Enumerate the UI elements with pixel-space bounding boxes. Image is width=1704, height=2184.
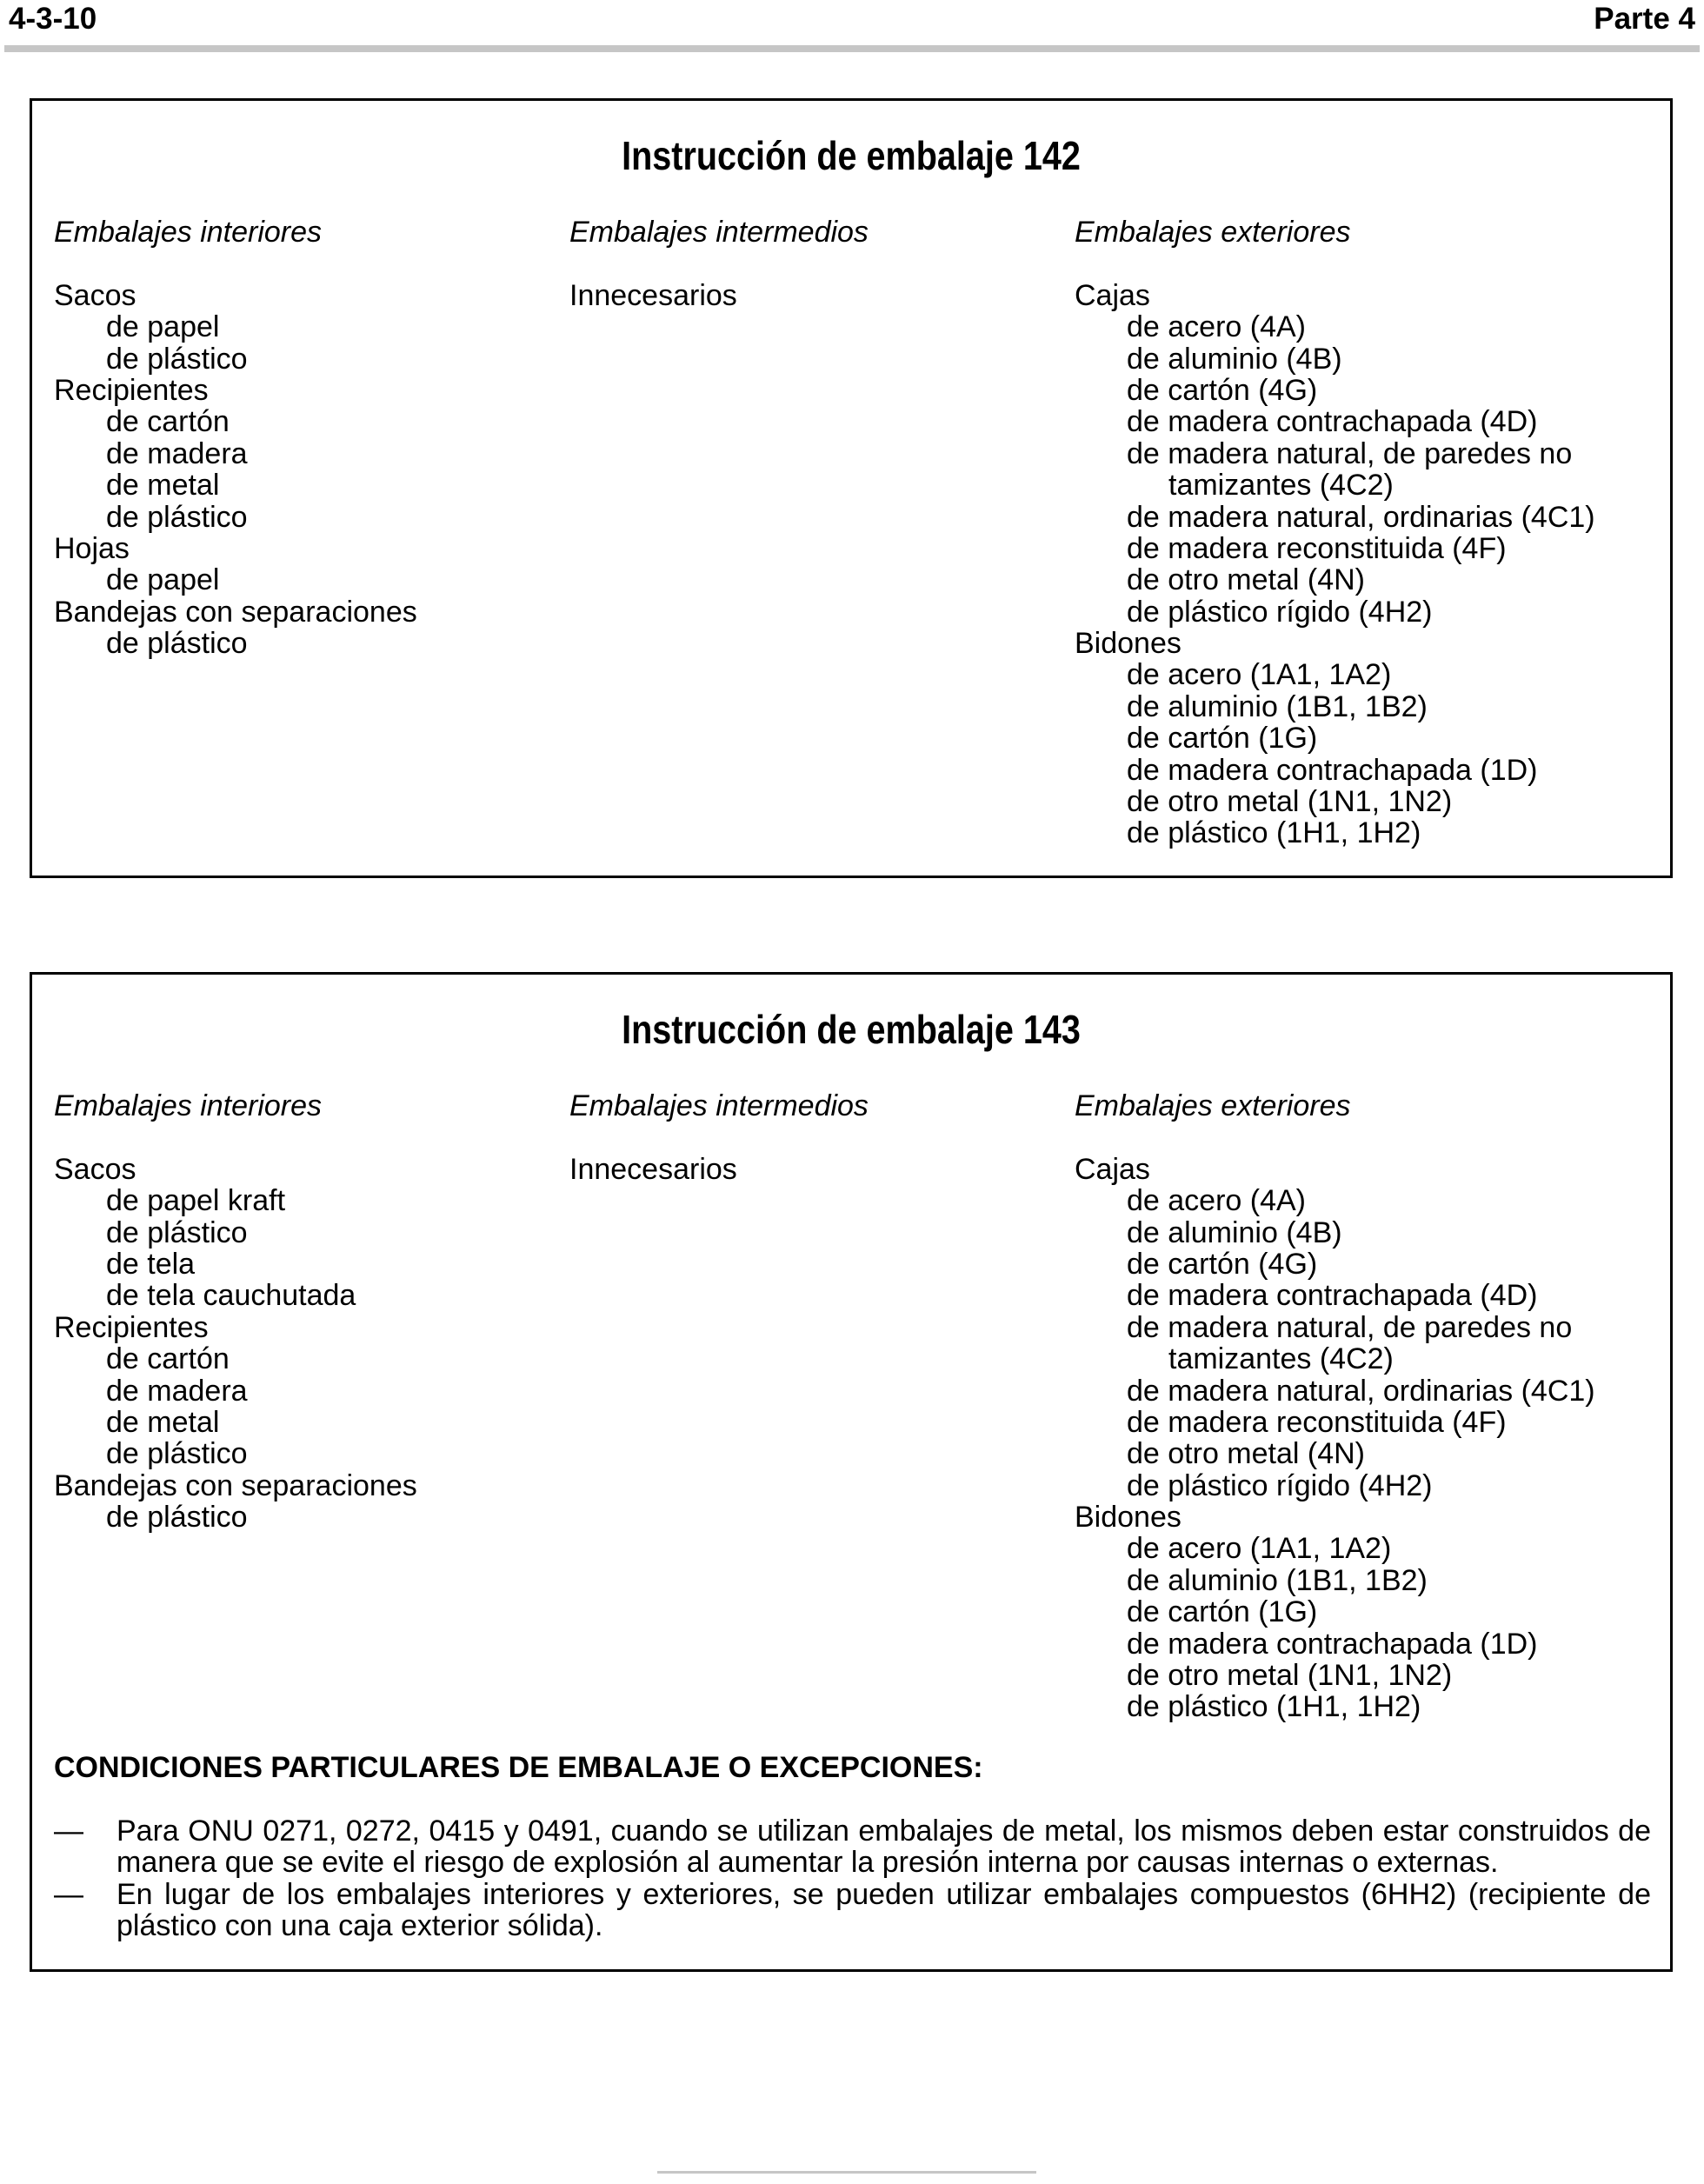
list-item: de cartón [106, 1342, 230, 1376]
intermediate-packagings-column [569, 216, 869, 311]
list-item: de metal [106, 1405, 220, 1439]
footer-rule [657, 2171, 1036, 2174]
list-item: de otro metal (1N1, 1N2) [1127, 785, 1453, 819]
list-item: de acero (1A1, 1A2) [1127, 658, 1392, 692]
dash-marker: — [54, 1814, 83, 1848]
column-heading: Embalajes exteriores [1075, 216, 1351, 249]
outer-packagings-column [1075, 216, 1595, 849]
item-list [1075, 280, 1595, 849]
list-item: de cartón (4G) [1127, 1247, 1318, 1281]
list-group: Cajas [1075, 1152, 1150, 1186]
header-rule [4, 45, 1700, 52]
inner-packagings-column [54, 216, 417, 659]
instruction-title: Instrucción de embalaje 143 [622, 1007, 1081, 1052]
list-item: de madera natural, ordinarias (4C1) [1127, 500, 1595, 534]
list-item: de otro metal (4N) [1127, 1437, 1365, 1471]
list-item: de cartón (1G) [1127, 1595, 1318, 1629]
item-list [569, 280, 869, 311]
list-item: de aluminio (1B1, 1B2) [1127, 689, 1428, 723]
special-conditions-heading: CONDICIONES PARTICULARES DE EMBALAJE O EXCEPCIONES: [54, 1751, 983, 1784]
list-item: de madera natural, de paredes no [1127, 1310, 1573, 1344]
list-item: de madera contrachapada (4D) [1127, 405, 1538, 439]
list-item: de papel [106, 310, 220, 344]
list-item: de acero (4A) [1127, 310, 1306, 344]
list-item: de madera reconstituida (4F) [1127, 1405, 1507, 1439]
column-heading: Embalajes intermedios [569, 216, 869, 249]
column-heading: Embalajes intermedios [569, 1089, 869, 1122]
outer-packagings-column [1075, 1090, 1595, 1723]
list-item: de plástico rígido (4H2) [1127, 1468, 1433, 1502]
list-item: de aluminio (4B) [1127, 342, 1342, 376]
list-item: de papel kraft [106, 1184, 286, 1218]
list-item: de plástico [106, 1215, 248, 1249]
list-item: de cartón [106, 405, 230, 439]
list-item: de aluminio (1B1, 1B2) [1127, 1563, 1428, 1597]
list-item: de madera contrachapada (1D) [1127, 753, 1538, 787]
list-group: Bandejas con separaciones [54, 595, 417, 629]
item-list [569, 1154, 869, 1185]
list-item: de plástico [106, 1437, 248, 1471]
item-list [54, 1154, 417, 1534]
intermediate-packagings-column [569, 1090, 869, 1185]
list-group: Recipientes [54, 1310, 209, 1344]
list-item: de tela cauchutada [106, 1279, 356, 1313]
list-group: Cajas [1075, 278, 1150, 312]
inner-packagings-column [54, 1090, 417, 1533]
list-item: de aluminio (4B) [1127, 1215, 1342, 1249]
page-reference: 4-3-10 [9, 2, 97, 36]
list-item: de plástico [106, 1501, 248, 1535]
list-item: de madera natural, ordinarias (4C1) [1127, 1374, 1595, 1408]
condition-item [54, 1815, 1651, 1879]
list-item: de cartón (1G) [1127, 722, 1318, 756]
list-group: Sacos [54, 1152, 136, 1186]
list-group: Bandejas con separaciones [54, 1468, 417, 1502]
condition-item [54, 1879, 1651, 1942]
list-group: Bidones [1075, 1501, 1181, 1535]
list-item: tamizantes (4C2) [1168, 469, 1394, 503]
packing-instruction-142 [30, 98, 1673, 878]
column-heading: Embalajes interiores [54, 1089, 323, 1122]
list-item: de otro metal (4N) [1127, 563, 1365, 597]
list-item: de plástico rígido (4H2) [1127, 595, 1433, 629]
list-item: de madera reconstituida (4F) [1127, 531, 1507, 565]
item-list [54, 280, 417, 660]
list-group: Hojas [54, 531, 130, 565]
list-item: de acero (4A) [1127, 1184, 1306, 1218]
list-item: de metal [106, 469, 220, 503]
instruction-title: Instrucción de embalaje 142 [622, 133, 1081, 178]
part-label: Parte 4 [1594, 2, 1695, 36]
list-item: de plástico [106, 627, 248, 661]
list-group: Sacos [54, 278, 136, 312]
special-conditions-list [54, 1815, 1651, 1942]
list-item: de madera contrachapada (4D) [1127, 1279, 1538, 1313]
dash-marker: — [54, 1877, 83, 1911]
list-group: Recipientes [54, 373, 209, 407]
list-item: de plástico [106, 342, 248, 376]
list-item: de plástico [106, 500, 248, 534]
column-heading: Embalajes interiores [54, 216, 323, 249]
list-group: Bidones [1075, 627, 1181, 661]
list-item: de otro metal (1N1, 1N2) [1127, 1659, 1453, 1693]
list-item: de madera [106, 1374, 248, 1408]
list-item: de plástico (1H1, 1H2) [1127, 1690, 1421, 1724]
list-group: Innecesarios [569, 278, 737, 312]
list-item: de madera natural, de paredes no [1127, 436, 1573, 470]
list-item: tamizantes (4C2) [1168, 1342, 1394, 1376]
list-item: de madera contrachapada (1D) [1127, 1627, 1538, 1661]
list-group: Innecesarios [569, 1152, 737, 1186]
condition-text: En lugar de los embalajes interiores y exteriores, se pueden utilizar embalajes compuestos (6HH2) (recipiente de plástico con una caja exterior sólida). [116, 1877, 1651, 1943]
list-item: de papel [106, 563, 220, 597]
list-item: de cartón (4G) [1127, 373, 1318, 407]
item-list [1075, 1154, 1595, 1723]
list-item: de madera [106, 436, 248, 470]
list-item: de acero (1A1, 1A2) [1127, 1532, 1392, 1566]
list-item: de tela [106, 1247, 196, 1281]
condition-text: Para ONU 0271, 0272, 0415 y 0491, cuando se utilizan embalajes de metal, los mismos deben estar construidos de manera que se evite el riesgo de explosión al aumentar la presión interna por causas internas o externas. [116, 1814, 1651, 1880]
list-item: de plástico (1H1, 1H2) [1127, 816, 1421, 850]
packing-instruction-143 [30, 972, 1673, 1972]
column-heading: Embalajes exteriores [1075, 1089, 1351, 1122]
